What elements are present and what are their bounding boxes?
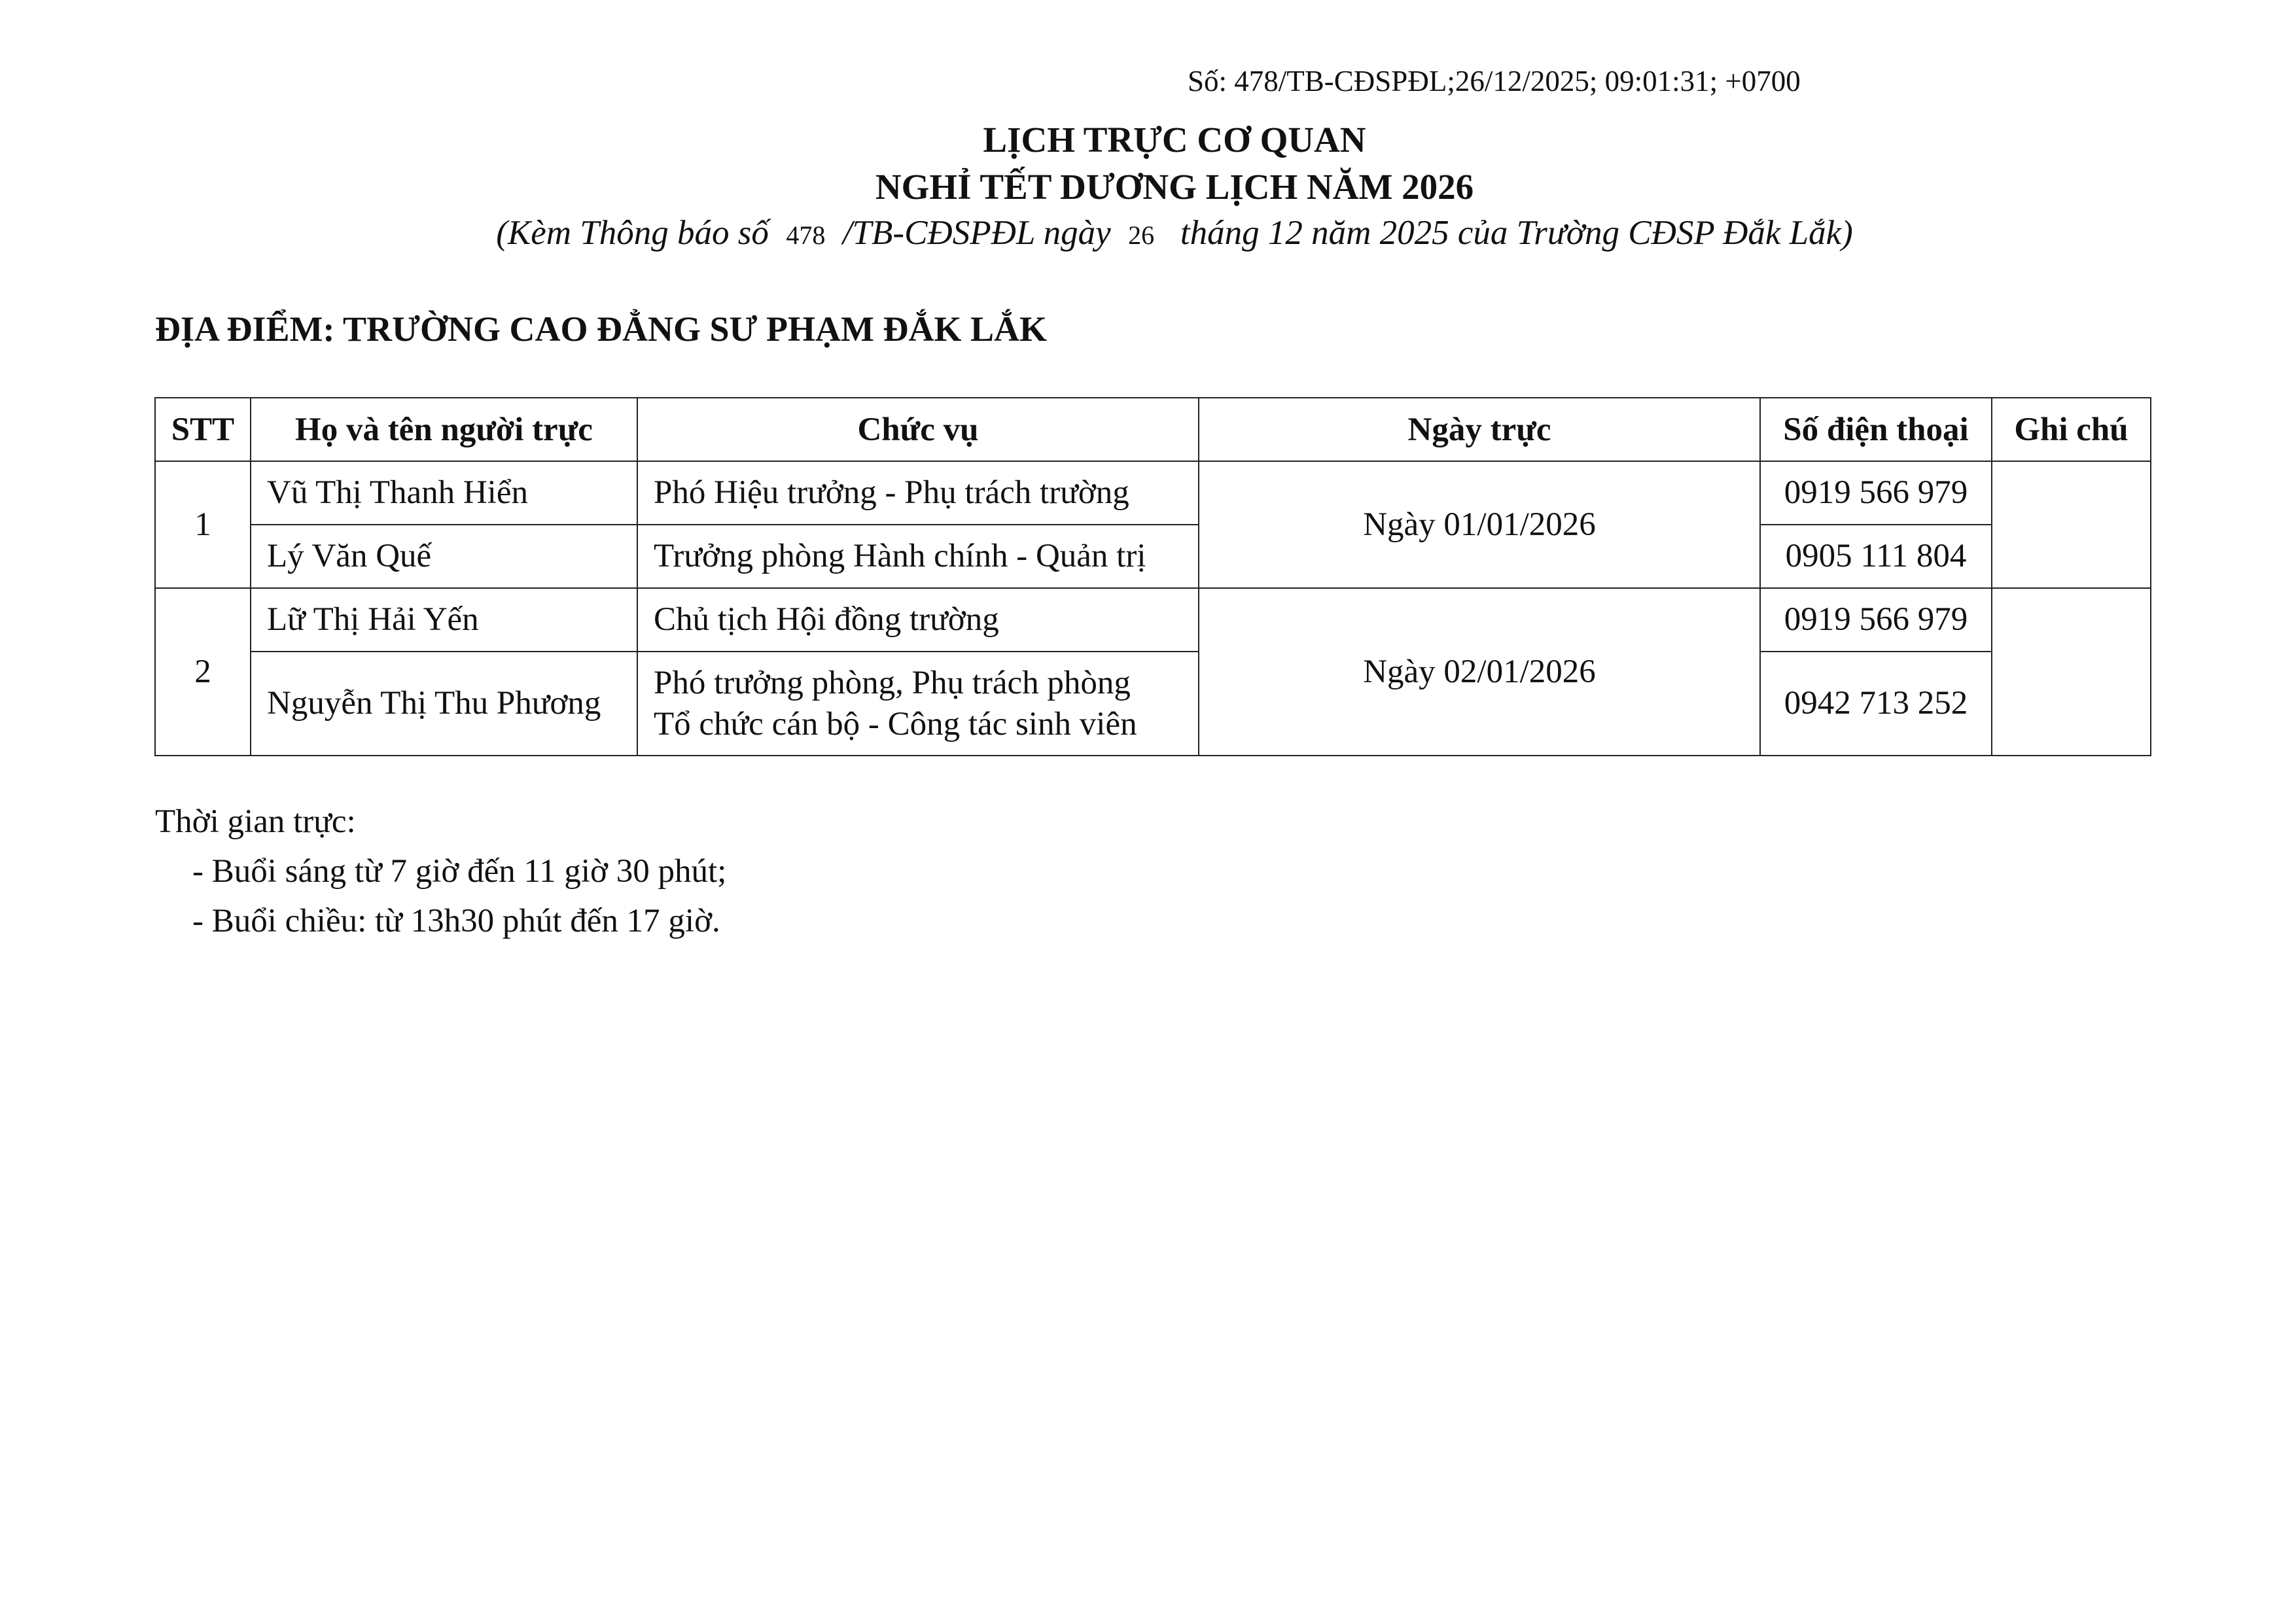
subtitle-part-3: tháng 12 năm 2025 của Trường CĐSP Đắk Lắk) (1180, 214, 1853, 252)
cell-position-line-1: Phó trưởng phòng, Phụ trách phòng (654, 664, 1131, 701)
cell-stt: 2 (155, 588, 251, 756)
table-header-row (155, 398, 2151, 461)
cell-phone: 0919 566 979 (1760, 461, 1992, 525)
location-heading: ĐỊA ĐIỂM: TRƯỜNG CAO ĐẲNG SƯ PHẠM ĐẮK LẮK (155, 309, 1047, 349)
header-date: Ngày trực (1199, 398, 1760, 461)
cell-note (1992, 461, 2151, 588)
title-block (366, 116, 1983, 258)
duty-hours-morning: - Buổi sáng từ 7 giờ đến 11 giờ 30 phút; (192, 853, 727, 890)
header-position: Chức vụ (637, 398, 1199, 461)
cell-name: Vũ Thị Thanh Hiển (251, 461, 637, 525)
header-stt: STT (155, 398, 251, 461)
table-row (155, 461, 2151, 525)
subtitle-part-1: Kèm Thông báo số (507, 214, 769, 252)
subtitle-day: 26 (1128, 220, 1155, 250)
title-line-2: NGHỈ TẾT DƯƠNG LỊCH NĂM 2026 (875, 167, 1474, 207)
cell-position: Chủ tịch Hội đồng trường (637, 588, 1199, 652)
document-number: Số: 478/TB-CĐSPĐL;26/12/2025; 09:01:31; +0700 (1188, 65, 1801, 97)
table-row (155, 652, 2151, 756)
cell-date: Ngày 02/01/2026 (1199, 588, 1760, 756)
table-row (155, 588, 2151, 652)
cell-phone: 0905 111 804 (1760, 525, 1992, 588)
cell-date: Ngày 01/01/2026 (1199, 461, 1760, 588)
cell-note (1992, 588, 2151, 756)
cell-phone: 0942 713 252 (1760, 652, 1992, 756)
duty-hours-heading: Thời gian trực: (155, 803, 356, 840)
cell-position (637, 652, 1199, 756)
cell-phone: 0919 566 979 (1760, 588, 1992, 652)
cell-name: Lý Văn Quế (251, 525, 637, 588)
header-name: Họ và tên người trực (251, 398, 637, 461)
cell-stt: 1 (155, 461, 251, 588)
cell-position-line-2: Tổ chức cán bộ - Công tác sinh viên (654, 705, 1137, 742)
subtitle (366, 211, 1983, 258)
cell-position: Phó Hiệu trưởng - Phụ trách trường (637, 461, 1199, 525)
cell-name: Lữ Thị Hải Yến (251, 588, 637, 652)
duty-hours (155, 797, 726, 946)
table-row (155, 525, 2151, 588)
cell-position: Trưởng phòng Hành chính - Quản trị (637, 525, 1199, 588)
duty-schedule-table (154, 397, 2151, 756)
subtitle-number: 478 (786, 220, 826, 250)
cell-name: Nguyễn Thị Thu Phương (251, 652, 637, 756)
header-note: Ghi chú (1992, 398, 2151, 461)
subtitle-part-2: /TB-CĐSPĐL ngày (842, 214, 1111, 252)
duty-hours-afternoon: - Buổi chiều: từ 13h30 phút đến 17 giờ. (192, 903, 720, 939)
header-phone: Số điện thoại (1760, 398, 1992, 461)
title-line-1: LỊCH TRỰC CƠ QUAN (983, 120, 1366, 160)
subtitle-open-paren: ( (496, 214, 508, 252)
